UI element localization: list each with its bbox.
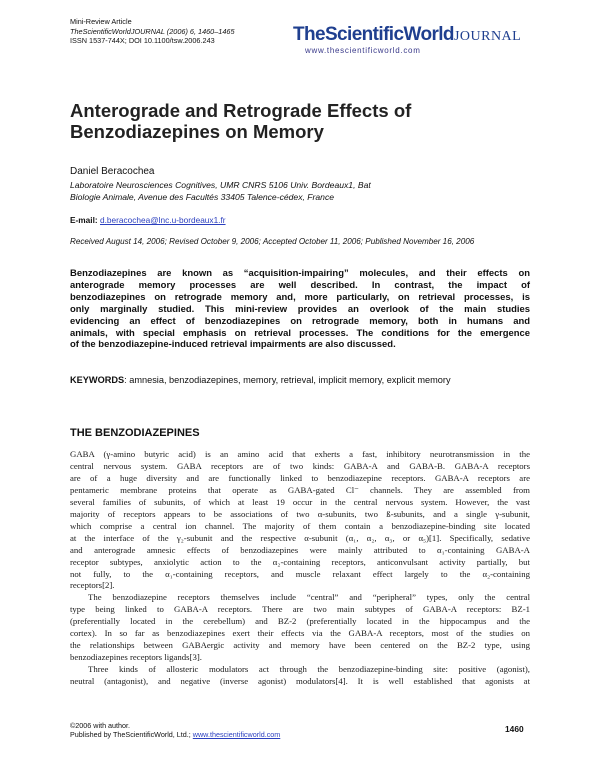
logo-url: www.thescientificworld.com: [305, 46, 421, 55]
abstract: [70, 268, 530, 351]
section-heading: THE BENZODIAZEPINES: [70, 427, 200, 439]
keywords: [70, 375, 451, 385]
abstract-line: animals, with special emphasis on retrieval processes. The conditions for the emergence: [70, 327, 530, 339]
article-type: Mini-Review Article: [70, 17, 132, 26]
body-line: The benzodiazepine receptors themselves include “central” and “peripheral” types, only the central: [88, 592, 530, 603]
body-line: not fully, to the α₁-containing receptors, and muscle relaxant effect largely to the α₂-containing: [70, 568, 530, 579]
title-line: Benzodiazepines on Memory: [70, 121, 324, 142]
abstract-line: Benzodiazepines are known as “acquisition-impairing” molecules, and their effects on: [70, 268, 530, 279]
body-text: [70, 449, 530, 688]
body-line: Three kinds of allosteric modulators act through the benzodiazepine-binding site: positive (agonist),: [88, 664, 530, 675]
body-line: majority of receptors appears to be associations of two α-subunits, two ß-subunits, and a single γ-subunit,: [70, 508, 530, 519]
body-line: receptors[2].: [70, 580, 115, 591]
body-line: at the interface of the γ₂-subunit and the respective α-subunit (α₁, α₂, α₃, or α₅)[1]. Specifically, sedative: [70, 532, 530, 543]
abstract-line: anterograde memory processes are well described. In contrast, the impact of: [70, 279, 530, 291]
body-line: neutral (antagonist), and negative (inverse agonist) modulators[4]. It is well established that agonists at: [70, 676, 530, 687]
body-line: receptor subtypes, anxiolytic action to the α₂-containing receptors, anticonvulsant activity partially, but: [70, 556, 530, 567]
abstract-line: benzodiazepines on retrograde memory and, more particularly, on retrieval processes, is: [70, 291, 530, 303]
body-line: the relationships between GABAergic activity and memory have been centered on the BZ-2 type, using: [70, 640, 530, 651]
journal-logo: [293, 24, 533, 55]
abstract-line: only marginally studied. This mini-review provides an overlook of the main studies: [70, 303, 530, 315]
body-line: benzodiazepines receptors ligands[3].: [70, 652, 202, 663]
journal-citation: TheScientificWorldJOURNAL (2006) 6, 1460–1465: [70, 26, 235, 36]
publisher-text: Published by TheScientificWorld, Ltd.;: [70, 730, 193, 740]
email-link[interactable]: d.beracochea@lnc.u-bordeaux1.fr: [99, 215, 226, 225]
footer: [70, 721, 280, 740]
email-line: [70, 215, 226, 225]
publisher-line: [70, 730, 280, 739]
email-label: E-mail:: [70, 215, 98, 225]
article-title: [70, 100, 411, 142]
logo-main-text: TheScientificWorld: [293, 24, 454, 45]
abstract-line: of the benzodiazepine-induced retrieval impairments are also discussed.: [70, 339, 396, 351]
body-line: pentameric membrane proteins that operate as GABA-gated Cl⁻ channels. They are assembled from: [70, 484, 530, 495]
publication-dates: Received August 14, 2006; Revised October 9, 2006; Accepted October 11, 2006; Published November 16, 2006: [70, 237, 475, 246]
body-line: are of a huge diversity and are functionally linked to benzodiazepine receptors. GABA-A receptors are: [70, 472, 530, 483]
body-line: (preferentially located in the cerebellum) and BZ-2 (preferentially located in the hippocampus and the: [70, 616, 530, 627]
page-number: 1460: [505, 724, 524, 734]
body-line: type being linked to GABA-A receptors. There are two main subtypes of GABA-A receptors: BZ-1: [70, 604, 530, 615]
body-line: cortex). In so far as benzodiazepines exert their effects via the GABA-A receptors, most of the studies on: [70, 628, 530, 639]
keywords-text: : amnesia, benzodiazepines, memory, retrieval, implicit memory, explicit memory: [124, 375, 451, 385]
author-name: Daniel Beracochea: [70, 166, 155, 177]
affiliation-line: Laboratoire Neurosciences Cognitives, UMR CNRS 5106 Univ. Bordeaux1, Bat: [70, 180, 371, 190]
journal-meta: [70, 17, 235, 46]
body-line: GABA (γ-amino butyric acid) is an amino acid that exherts a fast, inhibitory neurotransmission in the: [70, 449, 530, 459]
keywords-label: KEYWORDS: [70, 375, 125, 385]
affiliation: [70, 180, 371, 203]
abstract-line: evidencing an effect of benzodiazepines on retrograde memory, both in humans and: [70, 315, 530, 327]
issn-doi: ISSN 1537-744X; DOI 10.1100/tsw.2006.243: [70, 36, 215, 46]
body-line: central nervous system. GABA receptors are of two kinds: GABA-A and GABA-B. GABA-A receptors: [70, 460, 530, 471]
body-line: which comprise a central ion channel. The majority of them contain a benzodiazepine-binding site located: [70, 520, 530, 531]
body-line: several families of subunits, of which at least 19 occur in the central nervous system. However, the vast: [70, 496, 530, 507]
affiliation-line: Biologie Animale, Avenue des Facultés 33405 Talence-cédex, France: [70, 191, 335, 202]
publisher-link[interactable]: www.thescientificworld.com: [192, 730, 281, 740]
body-line: and anterograde amnesic effects of benzodiazepines were mainly attributed to α₁-containing GABA-A: [70, 544, 530, 555]
copyright: ©2006 with author.: [70, 721, 131, 730]
logo-suffix-text: JOURNAL: [453, 29, 522, 44]
title-line: Anterograde and Retrograde Effects of: [70, 100, 412, 121]
